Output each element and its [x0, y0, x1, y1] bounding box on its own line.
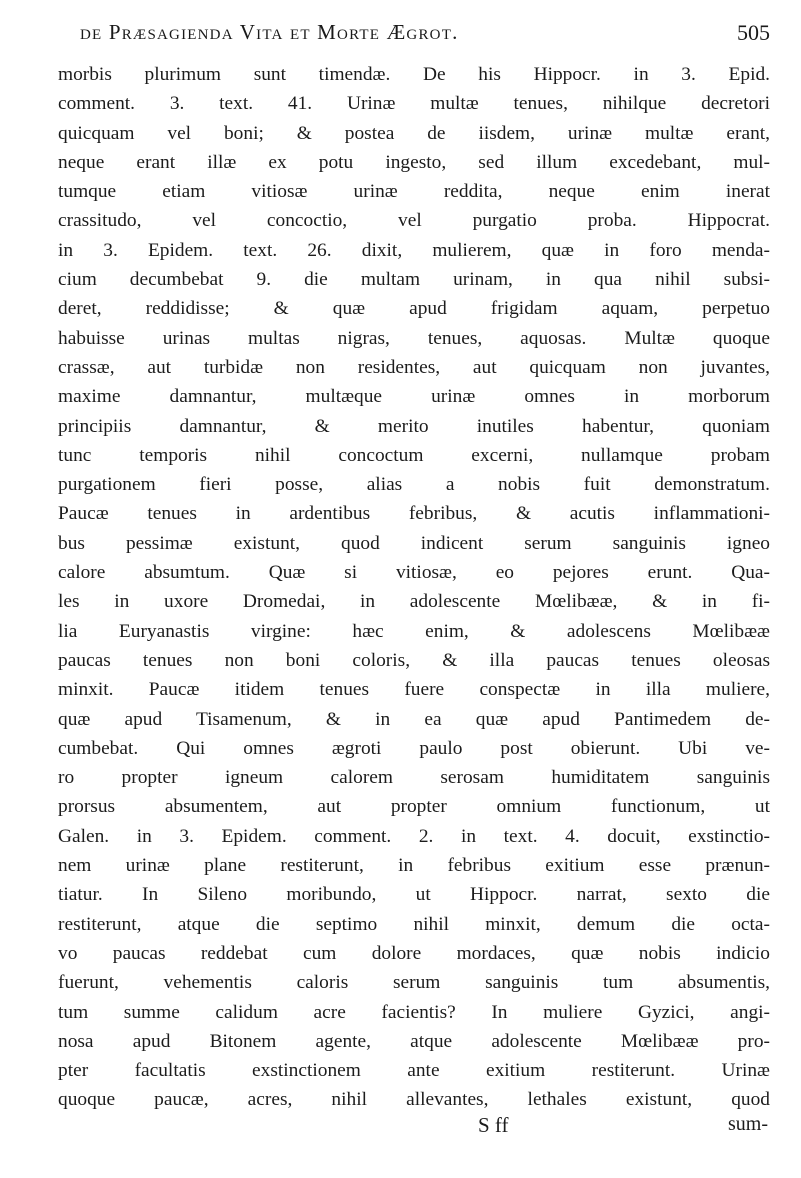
catchword: sum- — [728, 1112, 768, 1135]
text-line: morbis plurimum sunt timendæ. De his Hippocr. in 3. Epid. — [58, 64, 770, 85]
text-line: crassæ, aut turbidæ non residentes, aut quicquam non juvantes, — [58, 356, 770, 378]
running-head: de Præsagienda Vita et Morte Ægrot. — [80, 20, 459, 44]
text-line: comment. 3. text. 41. Urinæ multæ tenues, nihilque decretori — [58, 93, 770, 115]
text-line: habuisse urinas multas nigras, tenues, aquosas. Multæ quoque — [58, 327, 770, 349]
text-line: cumbebat. Qui omnes ægroti paulo post obierunt. Ubi ve- — [58, 737, 770, 759]
signature-mark: S ff — [478, 1112, 509, 1137]
page-footer — [58, 1113, 770, 1141]
book-page — [58, 14, 770, 1141]
text-line: ro propter igneum calorem serosam humiditatem sanguinis — [58, 767, 770, 789]
text-line: nem urinæ plane restiterunt, in febribus exitium esse prænun- — [58, 855, 770, 877]
text-line: lia Euryanastis virgine: hæc enim, & adolescens Mœlibææ — [58, 620, 770, 642]
text-line: fuerunt, vehementis caloris serum sanguinis tum absumentis, — [58, 972, 770, 994]
text-line: cium decumbebat 9. die multam urinam, in qua nihil subsi- — [58, 269, 770, 291]
page-number: 505 — [737, 20, 770, 45]
text-line: tum summe calidum acre facientis? In muliere Gyzici, angi- — [58, 1001, 770, 1023]
text-line: restiterunt, atque die septimo nihil minxit, demum die octa- — [58, 913, 770, 935]
text-line: tumque etiam vitiosæ urinæ reddita, neque enim inerat — [58, 181, 770, 203]
text-line: quoque paucæ, acres, nihil allevantes, lethales existunt, quod — [58, 1089, 770, 1111]
text-line: tiatur. In Sileno moribundo, ut Hippocr. narrat, sexto die — [58, 884, 770, 906]
text-line: quæ apud Tisamenum, & in ea quæ apud Pantimedem de- — [58, 708, 770, 730]
text-line: tunc temporis nihil concoctum excerni, nullamque probam — [58, 444, 770, 466]
text-line: pter facultatis exstinctionem ante exitium restiterunt. Urinæ — [58, 1060, 770, 1082]
text-line: purgationem fieri posse, alias a nobis fuit demonstratum. — [58, 474, 770, 496]
body-text — [58, 60, 770, 1115]
text-line: prorsus absumentem, aut propter omnium functionum, ut — [58, 796, 770, 818]
text-line: principiis damnantur, & merito inutiles habentur, quoniam — [58, 415, 770, 437]
text-line: les in uxore Dromedai, in adolescente Mœlibææ, & in fi- — [58, 591, 770, 613]
text-line: bus pessimæ existunt, quod indicent serum sanguinis igneo — [58, 532, 770, 554]
text-line: Galen. in 3. Epidem. comment. 2. in text. 4. docuit, exstinctio- — [58, 825, 770, 847]
text-line: neque erant illæ ex potu ingesto, sed illum excedebant, mul- — [58, 151, 770, 173]
text-line: deret, reddidisse; & quæ apud frigidam aquam, perpetuo — [58, 298, 770, 320]
text-line: minxit. Paucæ itidem tenues fuere conspectæ in illa muliere, — [58, 679, 770, 701]
text-line: crassitudo, vel concoctio, vel purgatio proba. Hippocrat. — [58, 210, 770, 232]
text-line: in 3. Epidem. text. 26. dixit, mulierem, quæ in foro menda- — [58, 239, 770, 261]
text-line: calore absumtum. Quæ si vitiosæ, eo pejores erunt. Qua- — [58, 562, 770, 584]
page-header — [58, 14, 770, 60]
text-line: Paucæ tenues in ardentibus febribus, & acutis inflammationi- — [58, 503, 770, 525]
text-line: nosa apud Bitonem agente, atque adolescente Mœlibææ pro- — [58, 1030, 770, 1052]
text-line: quicquam vel boni; & postea de iisdem, urinæ multæ erant, — [58, 122, 770, 144]
text-line: maxime damnantur, multæque urinæ omnes in morborum — [58, 386, 770, 408]
text-line: paucas tenues non boni coloris, & illa paucas tenues oleosas — [58, 649, 770, 671]
text-line: vo paucas reddebat cum dolore mordaces, quæ nobis indicio — [58, 942, 770, 964]
